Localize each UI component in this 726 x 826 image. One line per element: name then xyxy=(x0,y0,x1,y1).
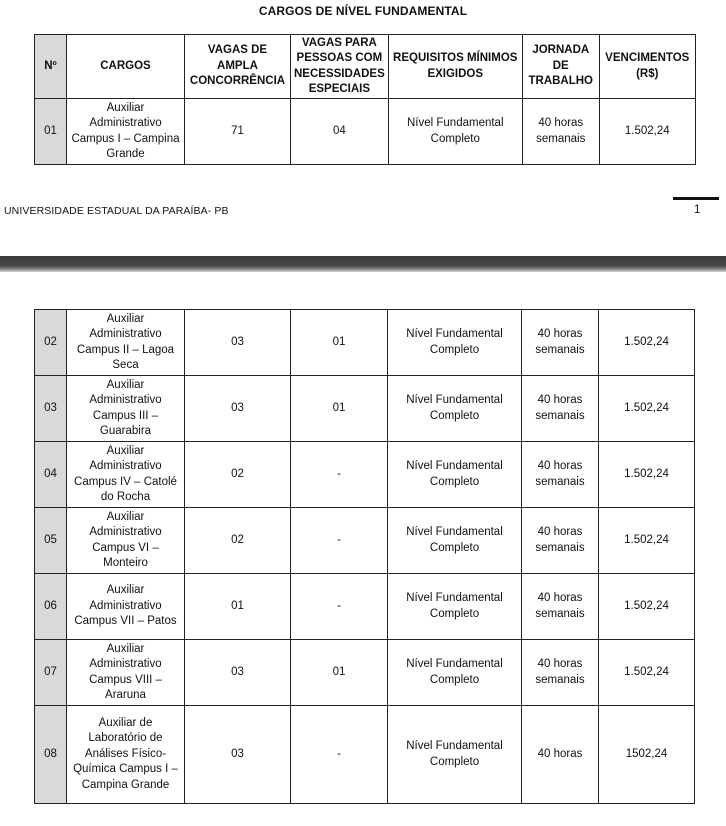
table-body-page-1 xyxy=(35,99,696,165)
salary: 1.502,24 xyxy=(599,640,695,706)
position-name: Auxiliar Administrativo Campus VII – Patos xyxy=(67,574,185,640)
row-number: 08 xyxy=(35,706,67,804)
special-needs-vacancies: - xyxy=(291,442,388,508)
footer-institution: UNIVERSIDADE ESTADUAL DA PARAÍBA- PB xyxy=(4,205,229,217)
position-name: Auxiliar Administrativo Campus I – Campina Grande xyxy=(67,99,185,165)
header-open-vacancies: VAGAS DE AMPLA CONCORRÊNCIA xyxy=(185,35,291,99)
row-number: 03 xyxy=(35,376,67,442)
workload: 40 horas semanais xyxy=(522,640,599,706)
position-name: Auxiliar Administrativo Campus VIII – Araruna xyxy=(67,640,185,706)
requirements: Nível Fundamental Completo xyxy=(388,640,522,706)
page-number: 1 xyxy=(694,204,701,216)
open-vacancies: 03 xyxy=(185,376,291,442)
table-row xyxy=(35,376,695,442)
open-vacancies: 01 xyxy=(185,574,291,640)
table-row xyxy=(35,442,695,508)
requirements: Nível Fundamental Completo xyxy=(388,574,522,640)
position-name: Auxiliar Administrativo Campus II – Lagoa Seca xyxy=(67,310,185,376)
special-needs-vacancies: - xyxy=(291,574,388,640)
table-row xyxy=(35,640,695,706)
header-special-needs-vacancies: VAGAS PARA PESSOAS COM NECESSIDADES ESPECIAIS xyxy=(291,35,389,99)
workload: 40 horas semanais xyxy=(522,442,599,508)
workload: 40 horas xyxy=(522,706,599,804)
document-title: CARGOS DE NÍVEL FUNDAMENTAL xyxy=(258,4,468,18)
workload: 40 horas semanais xyxy=(522,376,599,442)
table-header-row xyxy=(35,35,696,99)
workload: 40 horas semanais xyxy=(522,99,599,165)
requirements: Nível Fundamental Completo xyxy=(388,310,522,376)
table-row xyxy=(35,99,696,165)
table-row xyxy=(35,508,695,574)
requirements: Nível Fundamental Completo xyxy=(388,508,522,574)
salary: 1.502,24 xyxy=(599,508,695,574)
special-needs-vacancies: 04 xyxy=(291,99,389,165)
salary: 1.502,24 xyxy=(599,442,695,508)
row-number: 07 xyxy=(35,640,67,706)
salary: 1502,24 xyxy=(599,706,695,804)
header-requirements: REQUISITOS MÍNIMOS EXIGIDOS xyxy=(388,35,522,99)
header-salary: VENCIMENTOS (R$) xyxy=(599,35,695,99)
salary: 1.502,24 xyxy=(599,376,695,442)
table-row xyxy=(35,310,695,376)
special-needs-vacancies: 01 xyxy=(291,310,388,376)
position-name: Auxiliar de Laboratório de Análises Físico-Química Campus I – Campina Grande xyxy=(67,706,185,804)
open-vacancies: 03 xyxy=(185,640,291,706)
table-row xyxy=(35,574,695,640)
requirements: Nível Fundamental Completo xyxy=(388,376,522,442)
open-vacancies: 03 xyxy=(185,310,291,376)
row-number: 06 xyxy=(35,574,67,640)
document-page-1 xyxy=(0,0,726,258)
row-number: 02 xyxy=(35,310,67,376)
footer-rule xyxy=(673,197,719,200)
header-positions: CARGOS xyxy=(67,35,185,99)
table-body-page-2 xyxy=(35,310,695,804)
workload: 40 horas semanais xyxy=(522,508,599,574)
salary: 1.502,24 xyxy=(599,99,695,165)
row-number: 05 xyxy=(35,508,67,574)
header-workload: JORNADA DE TRABALHO xyxy=(522,35,599,99)
special-needs-vacancies: - xyxy=(291,706,388,804)
special-needs-vacancies: 01 xyxy=(291,640,388,706)
row-number: 04 xyxy=(35,442,67,508)
positions-table-page-2 xyxy=(34,309,695,804)
special-needs-vacancies: - xyxy=(291,508,388,574)
open-vacancies: 02 xyxy=(185,508,291,574)
position-name: Auxiliar Administrativo Campus IV – Catolé do Rocha xyxy=(67,442,185,508)
table-row xyxy=(35,706,695,804)
position-name: Auxiliar Administrativo Campus III – Guarabira xyxy=(67,376,185,442)
header-number: Nº xyxy=(35,35,67,99)
positions-table-page-1 xyxy=(34,34,696,165)
open-vacancies: 02 xyxy=(185,442,291,508)
requirements: Nível Fundamental Completo xyxy=(388,706,522,804)
page-separator xyxy=(0,256,726,272)
requirements: Nível Fundamental Completo xyxy=(388,442,522,508)
open-vacancies: 03 xyxy=(185,706,291,804)
open-vacancies: 71 xyxy=(185,99,291,165)
workload: 40 horas semanais xyxy=(522,574,599,640)
requirements: Nível Fundamental Completo xyxy=(388,99,522,165)
row-number: 01 xyxy=(35,99,67,165)
salary: 1.502,24 xyxy=(599,310,695,376)
workload: 40 horas semanais xyxy=(522,310,599,376)
salary: 1.502,24 xyxy=(599,574,695,640)
special-needs-vacancies: 01 xyxy=(291,376,388,442)
position-name: Auxiliar Administrativo Campus VI – Monteiro xyxy=(67,508,185,574)
